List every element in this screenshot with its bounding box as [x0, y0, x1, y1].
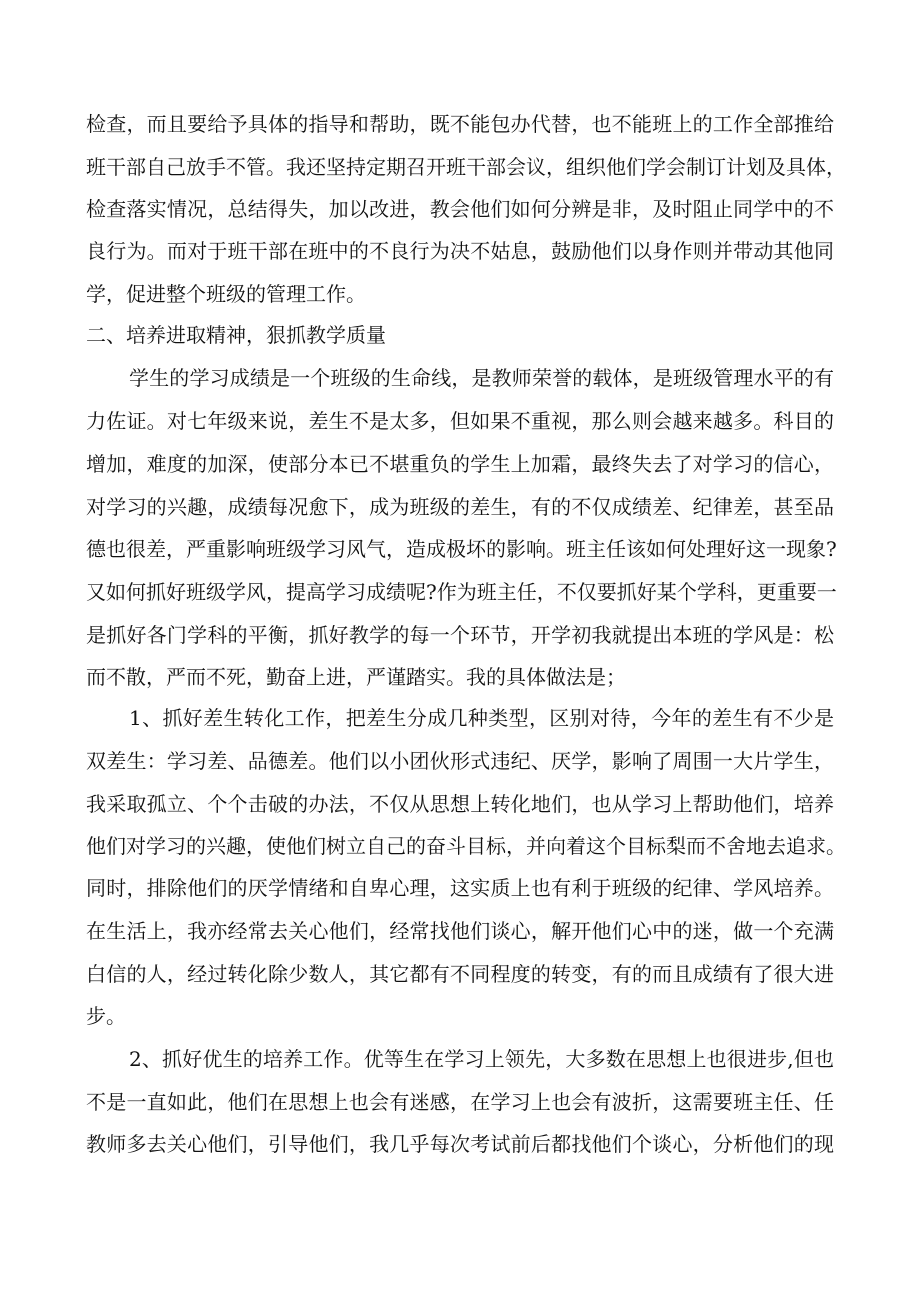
text-line: 德也很差，严重影响班级学习风气，造成极坏的影响。班主任该如何处理好这一现象?	[86, 537, 837, 561]
text-line: 在生活上，我亦经常去关心他们，经常找他们谈心，解开他们心中的迷，做一个充满	[86, 919, 834, 943]
text-line: 他们对学习的兴趣，使他们树立自己的奋斗目标，并向着这个目标梨而不舍地去追求。	[86, 834, 846, 858]
section-heading: 二、培养进取精神，狠抓教学质量	[86, 323, 386, 347]
text-line: 是抓好各门学科的平衡，抓好教学的每一个环节，开学初我就提出本班的学风是：松	[86, 623, 834, 647]
text-line: 学，促进整个班级的管理工作。	[86, 282, 366, 306]
text-line: 班干部自己放手不管。我还坚持定期召开班干部会议，组织他们学会制订计划及具体，	[86, 155, 846, 179]
text-line: 对学习的兴趣，成绩每况愈下，成为班级的差生，有的不仅成绩差、纪律差，甚至品	[86, 495, 834, 519]
text-line: 不是一直如此，他们在思想上也会有迷感，在学习上也会有波折，这需要班主任、任	[86, 1090, 834, 1114]
text-line: 双差生：学习差、品德差。他们以小团伙形式违纪、厌学，影响了周围一大片学生，	[86, 749, 834, 773]
text-line: 力佐证。对七年级来说，差生不是太多，但如果不重视，那么则会越来越多。科目的	[86, 409, 834, 433]
text-line: 而不散，严而不死，勤奋上进，严谨踏实。我的具体做法是；	[86, 665, 626, 689]
text-line: 检查落实情况，总结得失，加以改进，教会他们如何分辨是非，及时阻止同学中的不	[86, 197, 834, 221]
paragraph-first-line: 2、抓好优生的培养工作。优等生在学习上领先，大多数在思想上也很进步,但也	[129, 1047, 834, 1071]
text-line: 检查，而且要给予具体的指导和帮助，既不能包办代替，也不能班上的工作全部推给	[86, 112, 834, 136]
paragraph-first-line: 学生的学习成绩是一个班级的生命线，是教师荣誉的载体，是班级管理水平的有	[129, 366, 834, 390]
text-line: 教师多去关心他们，引导他们，我几乎每次考试前后都找他们个谈心，分析他们的现	[86, 1132, 834, 1156]
text-line: 良行为。而对于班干部在班中的不良行为决不姑息，鼓励他们以身作则并带动其他同	[86, 239, 834, 263]
text-line: 又如何抓好班级学风，提高学习成绩呢?作为班主任，不仅要抓好某个学科，更重要一	[86, 580, 837, 604]
text-line: 步。	[86, 1004, 126, 1028]
text-line: 同时，排除他们的厌学情绪和自卑心理，这实质上也有利于班级的纪律、学风培养。	[86, 876, 834, 900]
text-line: 增加，难度的加深，使部分本已不堪重负的学生上加霜，最终失去了对学习的信心，	[86, 452, 834, 476]
text-line: 我采取孤立、个个击破的办法，不仅从思想上转化地们，也从学习上帮助他们，培养	[86, 792, 834, 816]
paragraph-first-line: 1、抓好差生转化工作，把差生分成几种类型，区别对待，今年的差生有不少是	[129, 706, 834, 730]
text-line: 白信的人，经过转化除少数人，其它都有不同程度的转变，有的而且成绩有了很大进	[86, 962, 834, 986]
